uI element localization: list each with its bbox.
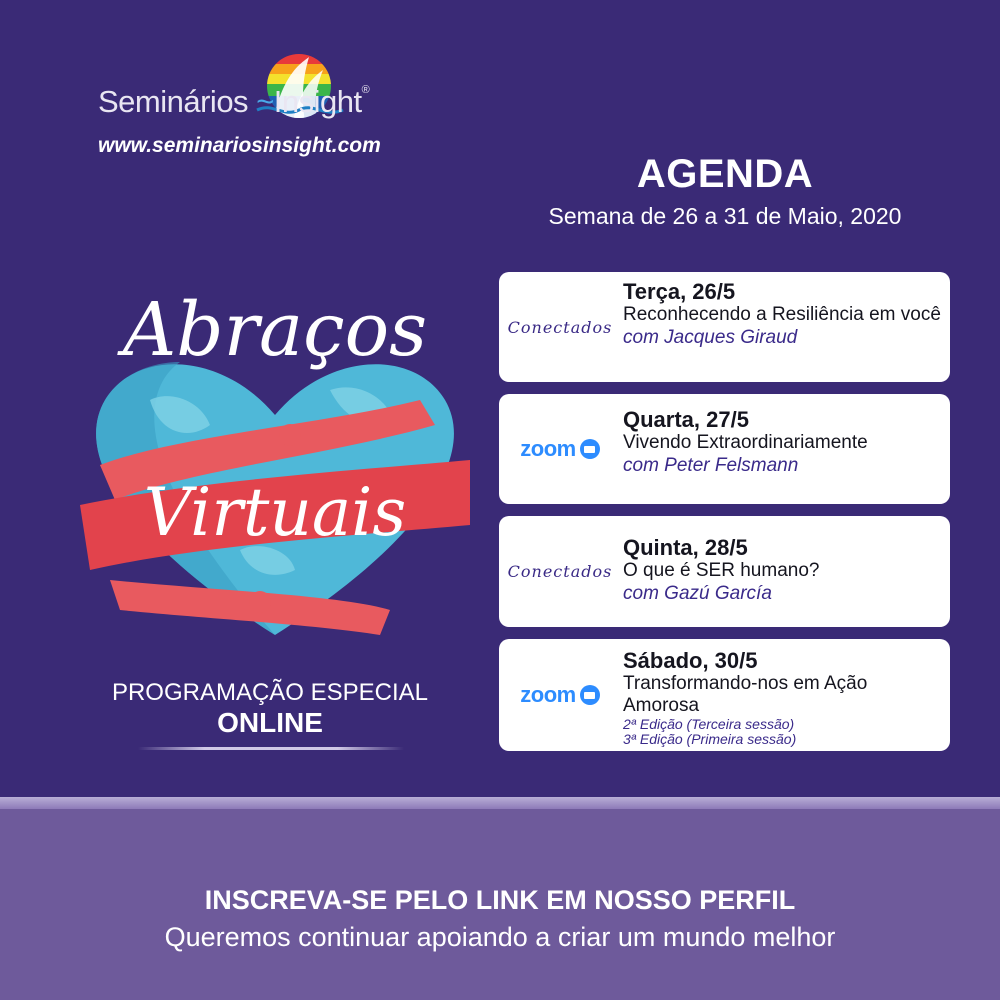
card-day: Quarta, 27/5 (623, 407, 749, 432)
hero-title-line1: Abraços (122, 287, 428, 373)
zoom-logo (499, 394, 621, 504)
card-topic: Transformando-nos em Ação Amorosa (623, 673, 868, 716)
hero-title-line2: Virtuais (143, 474, 407, 551)
card-host: com Peter Felsmann (623, 455, 799, 476)
website-url[interactable]: www.seminariosinsight.com (98, 134, 381, 157)
footer-cta: INSCREVA-SE PELO LINK EM NOSSO PERFIL (204, 885, 796, 915)
program-line2: ONLINE (217, 707, 323, 738)
program-line1: PROGRAMAÇÃO ESPECIAL (111, 679, 429, 706)
conectados-logo (499, 272, 621, 382)
brand-name-left: Seminários (98, 84, 249, 119)
card-day: Sábado, 30/5 (623, 648, 758, 673)
registered-mark: ® (361, 84, 370, 96)
agenda-card[interactable] (499, 394, 950, 504)
card-host: com Gazú García (623, 583, 772, 604)
divider (138, 747, 404, 750)
conectados-logo-text: Conectados (507, 562, 613, 581)
conectados-logo (499, 516, 621, 627)
card-topic: Reconhecendo a Resiliência em você (623, 304, 941, 325)
conectados-logo-text: Conectados (507, 317, 613, 337)
agenda-subtitle: Semana de 26 a 31 de Maio, 2020 (548, 203, 902, 229)
card-day: Quinta, 28/5 (623, 535, 748, 560)
agenda-card[interactable] (499, 516, 950, 627)
zoom-camera-icon (580, 685, 600, 705)
agenda-card[interactable] (499, 639, 950, 751)
abracos-virtuais-illustration (60, 250, 490, 670)
card-host: com Jacques Giraud (623, 327, 798, 348)
card-topic: O que é SER humano? (623, 560, 820, 581)
agenda-card[interactable] (499, 272, 950, 382)
footer-tagline: Queremos continuar apoiando a criar um mundo melhor (164, 922, 836, 952)
card-topic: Vivendo Extraordinariamente (623, 432, 868, 453)
brand-name (98, 84, 369, 120)
zoom-logo-text: zoom (520, 436, 576, 461)
brand-name-right: Insight (273, 84, 362, 119)
heart-globe-icon (60, 250, 490, 670)
brand-wave-icon: ~ (256, 84, 274, 119)
card-day: Terça, 26/5 (623, 279, 736, 304)
card-note: 3ª Edição (Primeira sessão) (623, 731, 797, 747)
zoom-camera-icon (580, 439, 600, 459)
zoom-logo-text: zoom (520, 682, 576, 707)
card-note: 2ª Edição (Terceira sessão) (623, 716, 795, 732)
zoom-logo (499, 639, 621, 751)
footer-divider (0, 797, 1000, 809)
agenda-title: AGENDA (636, 152, 814, 196)
